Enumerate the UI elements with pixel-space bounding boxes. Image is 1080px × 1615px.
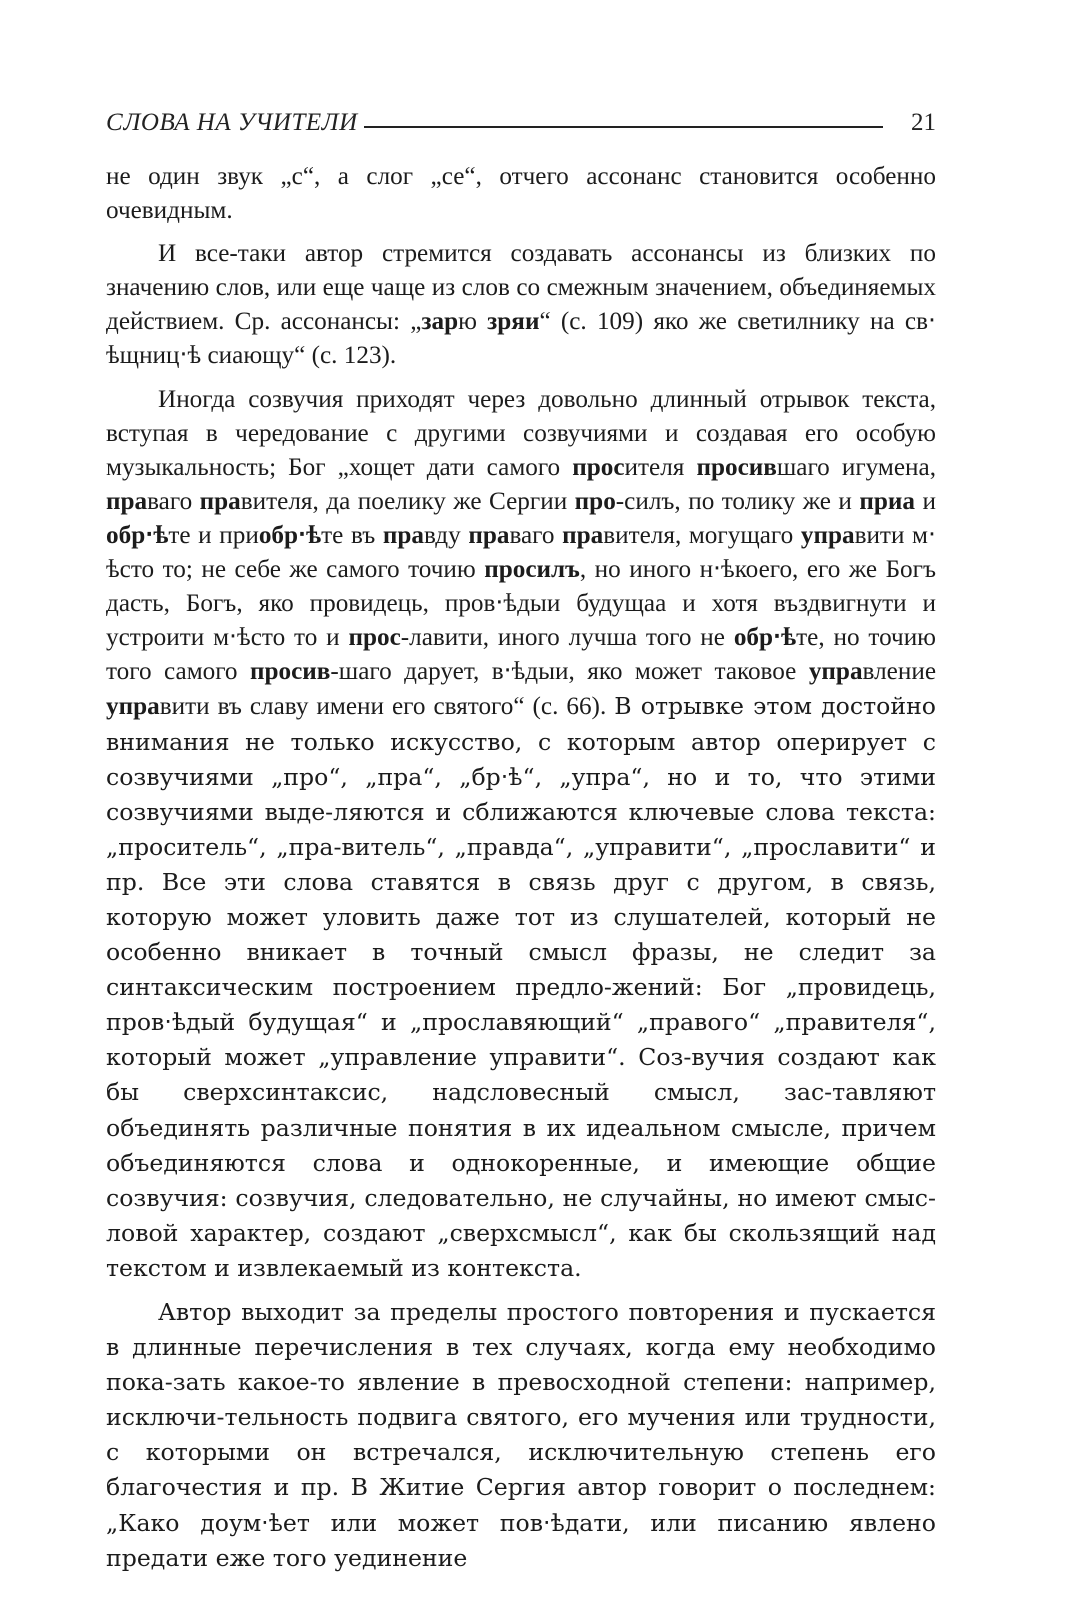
- text-run: ваго: [147, 487, 200, 515]
- bold-run: упра: [106, 693, 160, 721]
- bold-run: зр: [487, 308, 512, 336]
- text-run: -лавити, иного лучша того не: [400, 624, 734, 652]
- running-title: СЛОВА НА УЧИТЕЛИ: [106, 109, 358, 136]
- bold-run: и: [524, 308, 540, 336]
- text-run: вителя, могущаго: [603, 521, 801, 549]
- text-run: ителя: [624, 453, 697, 481]
- paragraph: [106, 383, 936, 1286]
- bold-run: прос: [696, 453, 749, 481]
- text-run: Автор выходит за пределы простого повторения и пускается в длинные перечисления в тех случаях, когда ему необходимо пока-зать какое-то явление в превосходной степени: например, исключи-тельность подвига святого, его мучения или трудности, с которыми он встречался, исключительную степень его благочестия и пр. В Житие Сергия автор говорит о последнем: „Како доум‧ѣет или может пов‧ѣдати, или писанию явлено предати еже того уединение: [106, 1298, 936, 1572]
- paragraph: [106, 1295, 936, 1576]
- text-run: И все-таки автор стремится создавать ассонансы из близких по значению слов, или еще чаще из слов со смежным значением, объединяемых действием. Ср. ассонансы: „: [106, 240, 936, 336]
- bold-run: пра: [468, 521, 510, 549]
- text-run: не один звук „с“, а слог „се“, отчего ассонанс становится особенно очевидным.: [106, 163, 936, 225]
- bold-run: прос: [572, 453, 625, 481]
- bold-run: обр‧ѣ: [106, 521, 169, 549]
- text-run: те, но точию того самого: [106, 624, 937, 686]
- text-run: и: [915, 487, 936, 515]
- bold-run: упра: [808, 658, 863, 686]
- bold-run: прос: [348, 624, 401, 652]
- text-run: вление: [862, 658, 936, 686]
- text-run: Иногда созвучия приходят через довольно длинный отрывок текста, вступая в чередование с другими созвучиями и создавая его особую музыкальность; Бог „хощет дати самого: [106, 385, 936, 481]
- paragraph: [106, 160, 936, 228]
- bold-run: упра: [800, 521, 855, 549]
- bold-run: я: [511, 308, 525, 336]
- bold-run: ив: [302, 658, 331, 686]
- text-run: вити въ славу имени его святого“ (с. 66).: [159, 693, 615, 721]
- text-run: “ (с. 109) яко же светилнику на св‧ѣщниц‧ѣ сиающу“ (с. 123).: [106, 308, 936, 370]
- header-rule: [364, 126, 883, 128]
- bold-run: зар: [421, 308, 459, 336]
- running-head: [106, 103, 936, 143]
- body-text: [106, 160, 936, 1576]
- bold-run: обр‧ѣ: [258, 521, 322, 549]
- text-run: ю: [458, 308, 488, 336]
- text-run: вити м‧ѣсто то; не себе же самого точию: [106, 521, 936, 584]
- page-number: 21: [911, 109, 936, 136]
- bold-run: пра: [562, 521, 604, 549]
- text-run: -шаго дарует, в‧ѣдыи, яко может таковое: [330, 658, 809, 686]
- text-run: те и при: [168, 521, 259, 549]
- text-run: шаго игумена,: [776, 453, 936, 481]
- bold-run: илъ: [536, 556, 580, 584]
- text-run: вду: [424, 521, 469, 549]
- bold-run: про: [574, 487, 616, 515]
- bold-run: приа: [859, 487, 916, 515]
- bold-run: пра: [199, 487, 241, 515]
- bold-run: обр‧ѣ: [733, 624, 797, 652]
- text-run: , но иного н‧ѣкоего, его же Богъ дасть, Богъ, яко провидець, пров‧ѣдыи будущаа и хотя въздвигнути и устроити м‧ѣсто то и: [106, 556, 936, 652]
- text-run: В отрывке этом достойно внимания не только искусство, с которым автор оперирует с созвучиями „про“, „пра“, „бр‧ѣ“, „упра“, но и то, что этими созвучиями выде-ляются и сближаются ключевые слова текста: „проситель“, „пра-витель“, „правда“, „управити“, „прославити“ и пр. Все эти слова ставятся в связь друг с другом, в связь, которую может уловить даже тот из слушателей, который не особенно вникает в точный смысл фразы, не следит за синтаксическим построением предло-жений: Бог „провидець, пров‧ѣдый будущая“ и „прославяющий“ „правого“ „правителя“, который может „управление управити“. Соз-вучия создают как бы сверхсинтаксис, надсловесный смысл, зас-тавляют объединять различные понятия в их идеальном смысле, причем объединяются слова и однокоренные, и имеющие общие созвучия: созвучия, следовательно, не случайны, но имеют смыс-ловой характер, создают „сверхсмысл“, как бы скользящий над текстом и извлекаемый из контекста.: [106, 692, 937, 1282]
- bold-run: ив: [748, 453, 777, 481]
- bold-run: пра: [106, 487, 148, 515]
- bold-run: прос: [250, 658, 303, 686]
- text-run: те въ: [321, 521, 383, 549]
- bold-run: пра: [382, 521, 424, 549]
- text-run: ваго: [509, 521, 563, 549]
- bold-run: прос: [484, 556, 537, 584]
- text-run: -силъ, по толику же и: [615, 487, 860, 515]
- paragraph: [106, 237, 936, 373]
- text-run: вителя, да поелику же Сергии: [240, 487, 575, 515]
